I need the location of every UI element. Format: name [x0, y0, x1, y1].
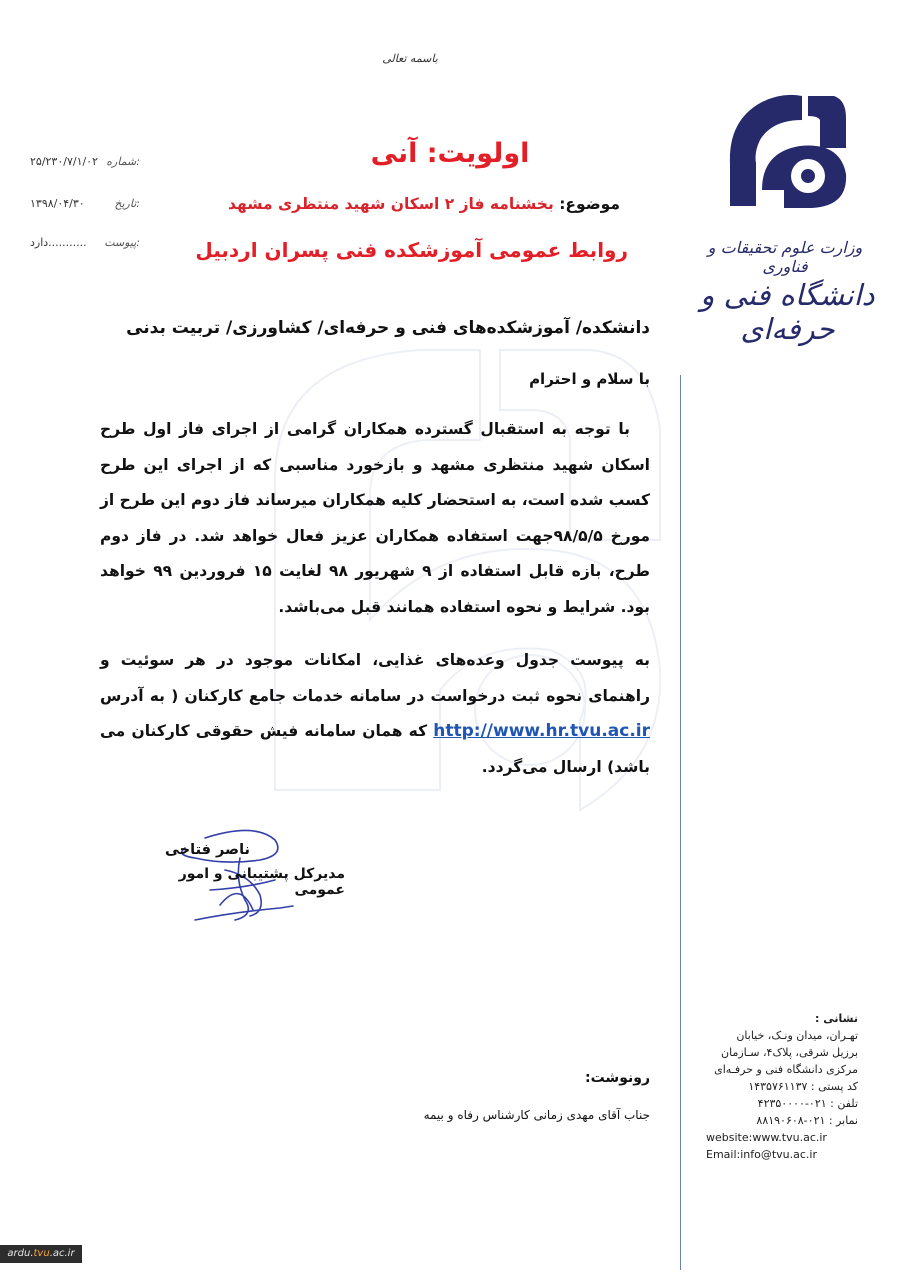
fax-value: ۰۲۱-۸۸۱۹۰۶۰۸	[756, 1114, 826, 1127]
phone-label: تلفن :	[830, 1097, 858, 1110]
paragraph-2-end: که همان سامانه فیش حقوقی کارکنان می باشد) ارسال می‌گردد.	[100, 722, 650, 776]
letter-attachment-label: پیوست:	[104, 236, 140, 249]
address-line-3: مرکزی دانشگاه فنی و حرفـه‌ای	[714, 1063, 858, 1076]
fax	[698, 1112, 858, 1129]
site-badge-highlight: tvu	[33, 1248, 50, 1259]
sidebar-divider	[680, 375, 681, 1270]
subject-line	[150, 195, 620, 213]
paragraph-2-start: به پیوست جدول وعده‌های غذایی، امکانات موجود در هر سوئیت و راهنمای نحوه ثبت درخواست در سامانه خدمات جامع کارکنان ( به آدرس	[100, 651, 650, 705]
address-line-1: تهـران، میدان ونـک، خیابان	[736, 1029, 858, 1042]
paragraph-2	[100, 643, 650, 785]
site-badge-prefix: ardu.	[7, 1248, 34, 1259]
greeting: با سلام و احترام	[529, 370, 650, 388]
letter-attachment-value: دارد...........	[30, 236, 87, 249]
address-line-2: برزیل شرقی، پلاک۴، سـازمان	[721, 1046, 858, 1059]
public-relations-heading: روابط عمومی آموزشکده فنی پسران اردبیل	[195, 238, 628, 262]
hr-system-link[interactable]: http://www.hr.tvu.ac.ir	[433, 721, 650, 741]
postal-code	[698, 1078, 858, 1095]
phone	[698, 1095, 858, 1112]
letter-number	[30, 155, 140, 168]
site-badge	[0, 1245, 82, 1263]
fax-label: نمابر :	[828, 1114, 858, 1127]
postal-label: کد پستی :	[810, 1080, 858, 1093]
signer-name: ناصر فتاحی	[165, 842, 250, 858]
bismillah: باسمه تعالی	[382, 52, 438, 65]
phone-value: ۰۲۱-۴۲۳۵۰۰۰۰	[757, 1097, 827, 1110]
email[interactable]: Email:info@tvu.ac.ir	[706, 1148, 818, 1161]
contact-block	[698, 1010, 858, 1163]
letter-number-label: شماره:	[106, 155, 140, 168]
letter-date-label: تاریخ:	[114, 197, 140, 210]
website[interactable]: website:www.tvu.ac.ir	[706, 1131, 827, 1144]
letter-number-value: ۲۵/۲۳۰/۷/۱/۰۲	[30, 155, 98, 168]
site-badge-suffix: .ac.ir	[49, 1248, 75, 1259]
subject-text: بخشنامه فاز ۲ اسکان شهید منتظری مشهد	[228, 195, 554, 213]
cc-label: رونوشت:	[585, 1070, 650, 1086]
priority-title: اولویت: آنی	[370, 138, 530, 169]
address-label: نشانی :	[815, 1012, 858, 1025]
letter-date-value: ۱۳۹۸/۰۴/۳۰	[30, 197, 85, 210]
paragraph-1: با توجه به استقبال گسترده همکاران گرامی از اجرای فاز اول طرح اسکان شهید منتظری مشهد و بازخورد مناسبی که از اجرای این طرح کسب شده است، به استحضار کلیه همکاران میرساند فاز دوم این طرح از مورخ ۹۸/۵/۵جهت استفاده همکاران عزیز فعال خواهد شد. در فاز دوم طرح، بازه قابل استفاده از ۹ شهریور ۹۸ لغایت ۱۵ فروردین ۹۹ خواهد بود. شرایط و نحوه استفاده همانند قبل می‌باشد.	[100, 420, 651, 616]
letter-date	[30, 197, 140, 210]
university-logo	[722, 90, 850, 208]
subject-label: موضوع:	[559, 195, 620, 213]
cc-recipient: جناب آقای مهدی زمانی کارشناس رفاه و بیمه	[423, 1108, 650, 1122]
postal-value: ۱۴۳۵۷۶۱۱۳۷	[748, 1080, 808, 1093]
university-name: دانشگاه فنی و حرفه‌ای	[700, 278, 875, 346]
recipients-line: دانشکده/ آموزشکده‌های فنی و حرفه‌ای/ کشاورزی/ تربیت بدنی	[126, 318, 650, 338]
ministry-name: وزارت علوم تحقیقات و فناوری	[707, 238, 863, 276]
signer-title: مدیرکل پشتیبانی و امور عمومی	[178, 866, 345, 898]
letter-attachment	[30, 236, 140, 249]
